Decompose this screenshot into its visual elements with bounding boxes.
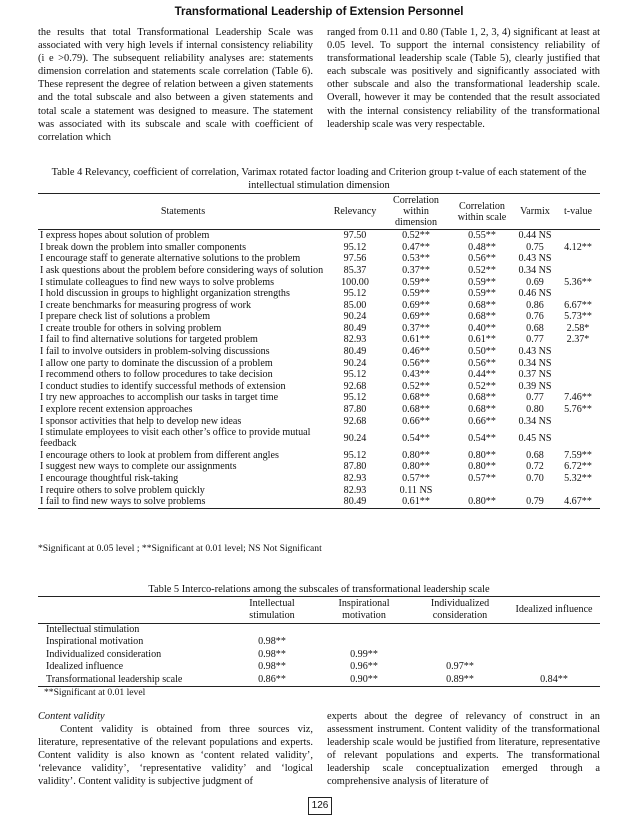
value-cell: 0.68** [468,392,496,404]
value-cell: 100.00 [341,276,369,288]
value-cell: 0.47** [402,241,430,253]
value-cell: 0.52** [402,380,430,392]
value-cell: 0.54** [468,432,496,444]
statement-cell: I hold discussion in groups to highlight organization strengths [40,288,290,300]
table5-header: Inspirational motivation [338,598,390,621]
statement-cell: I fail to involve outsiders in problem-solving discussions [40,346,270,358]
value-cell: 87.80 [343,404,367,416]
table4-row [38,334,600,346]
page-number: 126 [308,797,332,815]
value-cell: 0.37** [402,264,430,276]
table4-row [38,346,600,358]
table4-row [38,381,600,393]
value-cell [412,624,508,637]
value-cell: 2.37* [566,334,590,346]
value-cell: 0.46 NS [518,288,552,300]
table4-row [38,323,600,335]
value-cell: 0.34 NS [518,415,552,427]
table4-row [38,473,600,485]
statement-cell: I break down the problem into smaller components [40,241,247,253]
value-cell [316,636,412,648]
value-cell [556,369,600,381]
value-cell: 0.80** [468,496,496,508]
value-cell: 0.70 [526,473,544,485]
value-cell: 0.55** [468,230,496,242]
bottom-text-right [327,710,600,789]
table5 [38,596,600,687]
value-cell: 0.56** [402,357,430,369]
statement-cell: I explore recent extension approaches [40,404,193,416]
value-cell: 0.50** [468,346,496,358]
statement-cell: I recommend others to follow procedures to take decision [40,369,273,381]
value-cell: 0.46** [402,346,430,358]
table5-caption: Table 5 Interco-relations among the subscales of transformational leadership scale [148,584,490,595]
value-cell: 5.32** [564,473,592,485]
table4-row [38,369,600,381]
statement-cell: I require others to solve problem quickly [40,484,205,496]
value-cell: 0.43 NS [518,346,552,358]
value-cell: 0.34 NS [518,264,552,276]
statement-cell: I prepare check list of solutions a problem [40,311,211,323]
value-cell: 0.79 [526,496,544,508]
table4-row [38,416,600,428]
statement-cell: I encourage staff to generate alternative solutions to the problem [40,253,301,265]
value-cell: 0.61** [402,334,430,346]
value-cell [556,253,600,265]
value-cell: 0.97** [446,661,474,673]
value-cell [316,624,412,637]
value-cell [556,265,600,277]
value-cell: 0.80** [468,461,496,473]
value-cell: 0.52** [468,264,496,276]
table4-header: Varmix [520,206,550,217]
value-cell: 7.46** [564,392,592,404]
table4 [38,193,600,509]
table5-note: **Significant at 0.01 level [44,687,146,698]
table5-header-row [38,597,600,624]
value-cell: 90.24 [343,311,367,323]
value-cell [412,649,508,661]
paragraph: ranged from 0.11 and 0.80 (Table 1, 2, 3, 4) significant at least at 0.05 level. To support the internal consistency reliability of transformational leadership scale (Table 5), clearly justified that each subscale was positively and significantly associated with other subscale and also the transformational leadership scale. Overall, however it may be contended that the result associated with the internal consistency reliability of the transformational leadership scale was very respectable. [327,27,600,130]
value-cell: 0.66** [402,415,430,427]
value-cell: 0.59** [402,288,430,300]
value-cell: 0.53** [402,253,430,265]
value-cell: 0.45 NS [518,432,552,444]
value-cell: 0.77 [526,392,544,404]
table4-row [38,427,600,450]
table4-row [38,288,600,300]
value-cell: 0.68** [468,311,496,323]
value-cell: 0.89** [446,673,474,685]
table5-header [38,597,228,624]
value-cell: 97.50 [343,230,367,242]
value-cell: 0.80 [526,404,544,416]
value-cell: 0.72 [526,461,544,473]
value-cell: 0.80** [402,449,430,461]
value-cell: 0.69** [402,311,430,323]
value-cell: 0.98** [258,661,286,673]
value-cell: 0.80** [468,449,496,461]
statement-cell: I encourage thoughtful risk-taking [40,473,179,485]
value-cell: 0.75 [526,241,544,253]
statement-cell: I stimulate employees to visit each other’s office to provide mutual feedback [40,427,311,450]
value-cell: 0.59** [402,276,430,288]
table4-row [38,276,600,288]
value-cell: 0.68 [526,449,544,461]
value-cell: 0.48** [468,241,496,253]
value-cell: 85.00 [343,299,367,311]
table4-row [38,404,600,416]
value-cell [556,381,600,393]
value-cell: 95.12 [343,288,367,300]
value-cell: 97.56 [343,253,367,265]
value-cell: 2.58* [566,322,590,334]
table4-header: t-value [563,206,593,217]
value-cell: 80.49 [343,496,367,508]
value-cell: 0.99** [350,648,378,660]
value-cell [508,649,600,661]
value-cell [556,427,600,450]
value-cell [556,416,600,428]
statement-cell: I create trouble for others in solving problem [40,322,222,334]
subscale-label: Intellectual stimulation [46,624,140,635]
table5-row [38,661,600,673]
paragraph: experts about the degree of relevancy of construct in an assessment instrument. Content validity of the transformational leadership scale would be justified from literature, representative of relevant populations and experts. The transformational leadership scale conceptualization emerged through a comprehensive analysis of literature of [327,711,600,788]
paragraph: the results that total Transformational Leadership Scale was associated with very high levels if internal consistency reliability (i e >0.79). The subsequent reliability analyses are: statements dimension correlation and statements scale correlation (Table 6). These represent the degree of relation between a given statements and the total subscale and also between a given statements and total scale a statement was designed to measure. The statement was associated with its subscale and scale with coefficient of correlation which [38,27,313,143]
table4-row [38,242,600,254]
table4-row [38,461,600,473]
value-cell: 6.72** [564,461,592,473]
value-cell: 5.36** [564,276,592,288]
value-cell [508,636,600,648]
value-cell: 0.52** [468,380,496,392]
statement-cell: I suggest new ways to complete our assignments [40,461,237,473]
value-cell: 0.80** [402,461,430,473]
table4-row [38,300,600,312]
value-cell [556,358,600,370]
value-cell: 4.12** [564,241,592,253]
value-cell: 80.49 [343,322,367,334]
value-cell: 0.44** [468,369,496,381]
value-cell: 92.68 [343,380,367,392]
top-text-left [38,26,313,144]
value-cell: 0.43** [402,369,430,381]
table4-header: Correlation within scale [457,200,507,223]
value-cell [450,484,514,496]
value-cell: 0.54** [402,432,430,444]
top-text-right [327,26,600,131]
value-cell: 0.68** [402,404,430,416]
value-cell: 0.34 NS [518,357,552,369]
table5-header: Idealized influence [515,604,593,615]
value-cell [556,230,600,242]
value-cell [556,288,600,300]
table4-row [38,484,600,496]
value-cell: 0.84** [540,673,568,685]
table5-header: Intellectual stimulation [249,598,295,621]
value-cell: 90.24 [343,357,367,369]
statement-cell: I try new approaches to accomplish our tasks in target time [40,392,279,404]
value-cell: 0.57** [468,473,496,485]
value-cell: 82.93 [343,473,367,485]
value-cell: 0.56** [468,253,496,265]
value-cell: 0.43 NS [518,253,552,265]
statement-cell: I fail to find alternative solutions for targeted problem [40,334,258,346]
value-cell: 6.67** [564,299,592,311]
table5-row [38,636,600,648]
value-cell: 0.59** [468,276,496,288]
table5-body [38,624,600,687]
running-title: Transformational Leadership of Extension Personnel [174,6,464,18]
value-cell: 95.12 [343,369,367,381]
value-cell [508,661,600,673]
value-cell: 5.76** [564,404,592,416]
statement-cell: I create benchmarks for measuring progress of work [40,299,252,311]
subscale-label: Individualized consideration [46,648,162,660]
table5-row [38,674,600,687]
value-cell: 0.96** [350,661,378,673]
value-cell: 0.61** [402,496,430,508]
statement-cell: I encourage others to look at problem from different angles [40,449,279,461]
value-cell: 0.40** [468,322,496,334]
statement-cell: I ask questions about the problem before considering ways of solution [40,264,324,276]
value-cell: 0.98** [258,636,286,648]
value-cell: 0.76 [526,311,544,323]
value-cell: 90.24 [343,432,367,444]
table4-header: Statements [160,206,206,217]
table4-body [38,230,600,509]
value-cell [228,624,316,637]
value-cell: 0.68** [468,404,496,416]
table5-header: Individualized consideration [430,598,490,621]
value-cell: 95.12 [343,241,367,253]
table4-row [38,230,600,242]
table5-row [38,649,600,661]
value-cell: 7.59** [564,449,592,461]
value-cell: 0.68 [526,322,544,334]
table4-note: *Significant at 0.05 level ; **Significant at 0.01 level; NS Not Significant [38,543,322,554]
value-cell: 80.49 [343,346,367,358]
bottom-text-left [38,710,313,789]
value-cell [514,484,556,496]
table4-caption: Table 4 Relevancy, coefficient of correlation, Varimax rotated factor loading and Criterion group t-value of each statement of the intellectual stimulation dimension [51,167,587,191]
value-cell [556,484,600,496]
value-cell: 82.93 [343,334,367,346]
value-cell: 0.37** [402,322,430,334]
value-cell: 0.86 [526,299,544,311]
table4-row [38,450,600,462]
value-cell: 0.69 [526,276,544,288]
value-cell: 0.39 NS [518,380,552,392]
table4-row [38,496,600,508]
table4-header: Relevancy [333,206,377,217]
value-cell: 0.11 NS [399,484,433,496]
section-heading: Content validity [38,711,105,722]
statement-cell: I express hopes about solution of problem [40,230,210,242]
value-cell: 0.77 [526,334,544,346]
value-cell: 4.67** [564,496,592,508]
value-cell: 5.73** [564,311,592,323]
value-cell: 0.86** [258,673,286,685]
value-cell [412,636,508,648]
value-cell: 95.12 [343,449,367,461]
value-cell: 0.44 NS [518,230,552,242]
value-cell: 0.56** [468,357,496,369]
statement-cell: I fail to find new ways to solve problems [40,496,206,508]
value-cell: 0.66** [468,415,496,427]
value-cell: 0.68** [402,392,430,404]
statement-cell: I sponsor activities that help to develop new ideas [40,415,242,427]
table4-row [38,265,600,277]
table4-row [38,358,600,370]
value-cell: 0.37 NS [518,369,552,381]
statement-cell: I allow one party to dominate the discussion of a problem [40,357,273,369]
value-cell [556,346,600,358]
subscale-label: Transformational leadership scale [46,673,183,685]
statement-cell: I stimulate colleagues to find new ways to solve problems [40,276,275,288]
value-cell: 0.69** [402,299,430,311]
value-cell: 87.80 [343,461,367,473]
table4-header-row [38,194,600,230]
value-cell: 0.68** [468,299,496,311]
table4-row [38,311,600,323]
statement-cell: I conduct studies to identify successful methods of extension [40,380,286,392]
table4-row [38,392,600,404]
table4-row [38,253,600,265]
value-cell: 95.12 [343,392,367,404]
value-cell: 0.61** [468,334,496,346]
value-cell: 0.98** [258,648,286,660]
value-cell: 82.93 [343,484,367,496]
value-cell: 0.52** [402,230,430,242]
table4-header: Correlation within dimension [393,195,439,228]
value-cell: 92.68 [343,415,367,427]
table5-row [38,624,600,637]
subscale-label: Idealized influence [46,661,124,673]
value-cell: 0.59** [468,288,496,300]
value-cell: 85.37 [343,264,367,276]
subscale-label: Inspirational motivation [46,636,144,648]
value-cell: 0.90** [350,673,378,685]
paragraph: Content validity is obtained from three sources viz, literature, representative of the relevant populations and experts. Content validity is also known as ‘content related validity’, ‘relevance validity’, ‘representative validity’ and ‘logical validity’. Content validity is subjective judgment of [38,724,313,788]
value-cell: 0.57** [402,473,430,485]
value-cell [508,624,600,637]
